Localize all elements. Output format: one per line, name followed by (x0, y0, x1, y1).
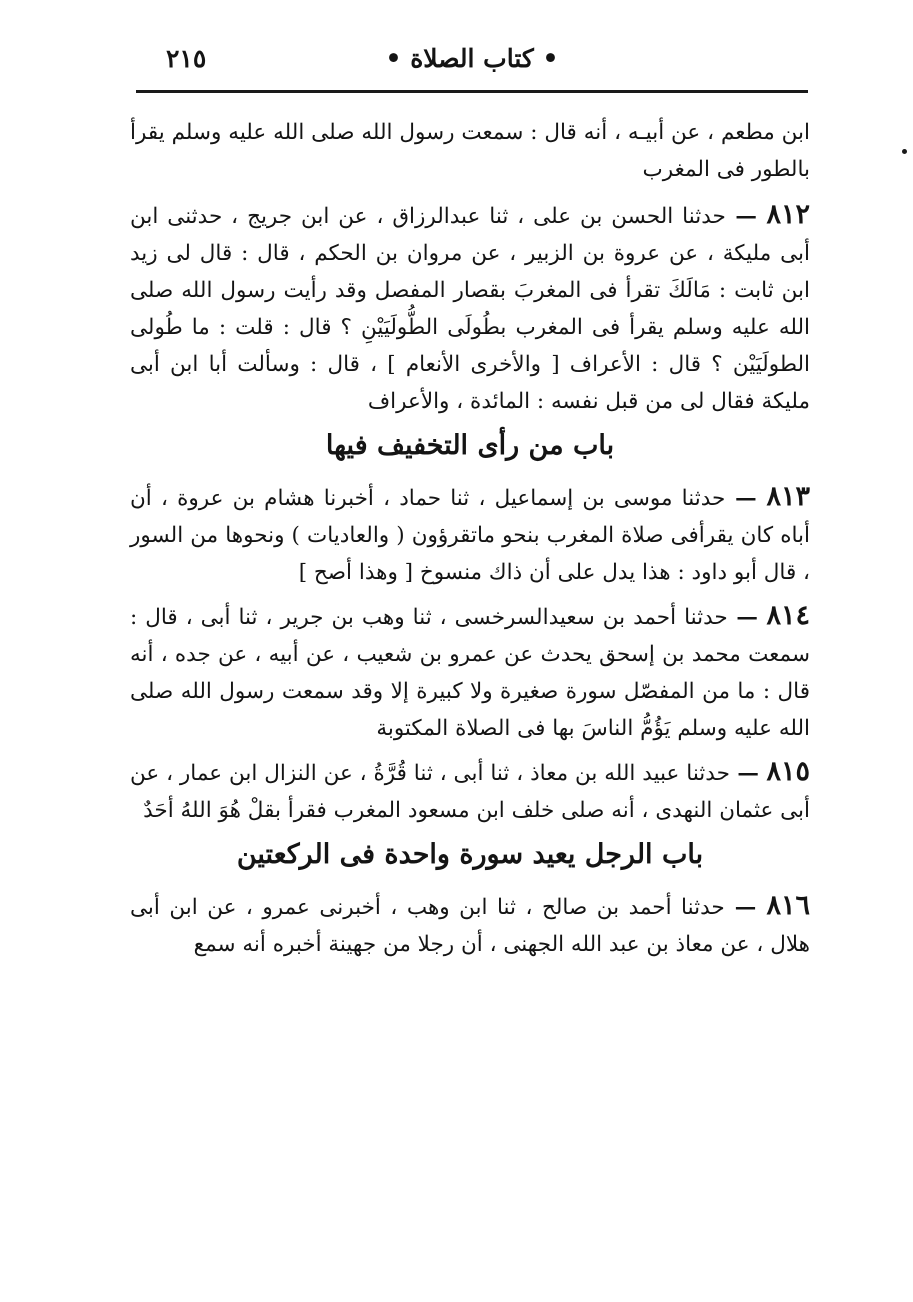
hadith-dash: — (725, 204, 767, 229)
hadith-text: حدثنا عبيد الله بن معاذ ، ثنا أبى ، ثنا قُرَّةُ ، عن النزال ابن عمار ، عن أبى عثمان النهدى ، أنه صلى خلف ابن مسعود المغرب فقرأ بقلْ هُوَ اللهُ أحَدٌ (130, 761, 810, 823)
hadith-dash: — (727, 605, 767, 630)
running-title: • كتاب الصلاة • (385, 44, 559, 73)
page-number: ٢١٥ (166, 44, 207, 73)
paragraph-text: ابن مطعم ، عن أبيـه ، أنه قال : سمعت رسول الله صلى الله عليه وسلم يقرأ بالطور فى المغرب (130, 120, 810, 182)
section-heading: باب الرجل يعيد سورة واحدة فى الركعتين (236, 839, 704, 870)
running-header (136, 40, 808, 86)
hadith-text: حدثنا أحمد بن صالح ، ثنا ابن وهب ، أخبرنى عمرو ، عن ابن أبى هلال ، عن معاذ بن عبد الله الجهنى ، أن رجلا من جهينة أخبره أنه سمع (130, 895, 810, 957)
hadith-dash: — (729, 761, 767, 786)
hadith-815 (130, 753, 810, 829)
hadith-813 (130, 478, 810, 591)
hadith-text: حدثنا الحسن بن على ، ثنا عبدالرزاق ، عن ابن جريج ، حدثنى ابن أبى مليكة ، عن عروة بن الزبير ، عن مروان بن الحكم ، قال : قال لى زيد ابن ثابت : مَالَكَ تقرأ فى المغربَ بقصار المفصل وقد رأيت رسول الله صلى الله عليه وسلم يقرأ فى المغرب بطُولَى الطُّولَيَيْنِ ؟ قال : قلت : ما طُولى الطولَيَيْن ؟ قال : الأعراف [ والأخرى الأنعام ] ، قال : وسألت أبا ابن أبى مليكة فقال لى من قبل نفسه : المائدة ، والأعراف (130, 204, 810, 414)
page-body (130, 114, 810, 969)
hadith-number: ٨١٥ (766, 756, 810, 787)
hadith-814 (130, 597, 810, 747)
hadith-text: حدثنا موسى بن إسماعيل ، ثنا حماد ، أخبرنا هشام بن عروة ، أن أباه كان يقرأفى صلاة المغرب بنحو ماتقرؤون ( والعاديات ) ونحوها من السور ، قال أبو داود : هذا يدل على أن ذاك منسوخ [ وهذا أصح ] (130, 486, 810, 585)
header-rule (136, 90, 808, 93)
hadith-dash: — (724, 895, 767, 920)
margin-mark (902, 149, 907, 154)
hadith-dash: — (725, 486, 767, 511)
continued-paragraph (130, 114, 810, 188)
hadith-number: ٨١٤ (766, 600, 810, 631)
section-heading: باب من رأى التخفيف فيها (325, 430, 615, 461)
hadith-number: ٨١٦ (766, 890, 810, 921)
hadith-816 (130, 887, 810, 963)
hadith-812 (130, 196, 810, 420)
hadith-number: ٨١٣ (766, 481, 810, 512)
hadith-number: ٨١٢ (766, 199, 810, 230)
hadith-text: حدثنا أحمد بن سعيدالسرخسى ، ثنا وهب بن جرير ، ثنا أبى ، قال : سمعت محمد بن إسحق يحدث عن عمرو بن شعيب ، عن أبيه ، عن جده ، أنه قال : ما من المفصّل سورة صغيرة ولا كبيرة إلا وقد سمعت رسول الله صلى الله عليه وسلم يَؤُمُّ الناسَ بها فى الصلاة المكتوبة (130, 605, 810, 741)
